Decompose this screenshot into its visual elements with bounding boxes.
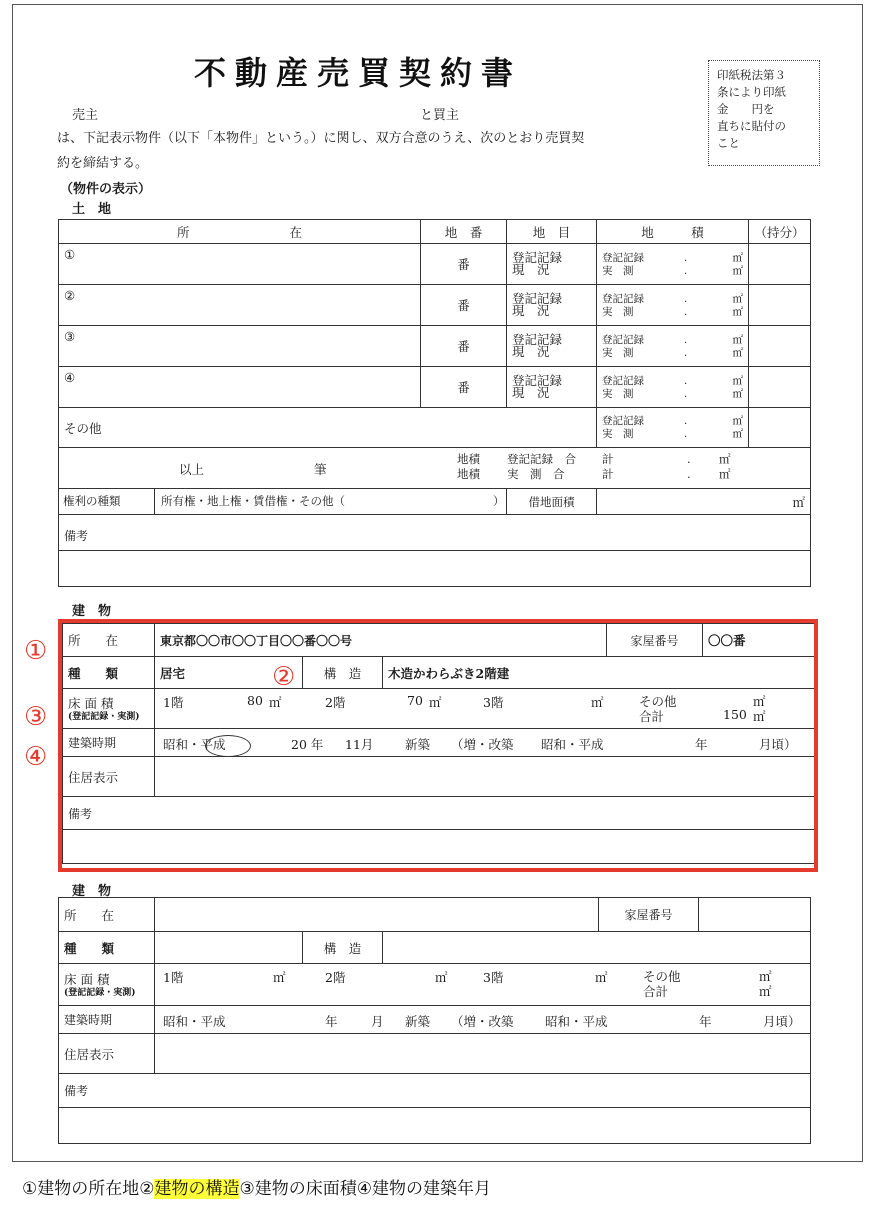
land-total-row	[59, 448, 811, 489]
land-total-dot: . .	[687, 452, 691, 481]
b2-structure-value	[383, 932, 811, 964]
caption-part-1: ①建物の所在地②	[22, 1179, 155, 1199]
b1-type-value: 居宅	[155, 657, 303, 689]
property-label: （物件の表示）	[60, 182, 152, 197]
land-header-category: 地 目	[507, 220, 597, 244]
land-other-area: 登記記録 . ㎡ 実 測 . ㎡	[602, 415, 743, 440]
b1-remarks: 備考	[63, 797, 815, 830]
land-total-sqm: ㎡ ㎡	[719, 452, 731, 481]
buyer-label: と買主	[420, 108, 460, 123]
land-row-other	[59, 408, 811, 448]
land-row	[59, 367, 811, 408]
lease-area-label: 借地面積	[507, 489, 597, 515]
stamp-line: 直ちに貼付の	[717, 119, 786, 133]
land-row-area: 登記記録 . ㎡ 実 測 . ㎡	[602, 333, 743, 359]
marker-2: ②	[272, 662, 296, 692]
land-row	[59, 244, 811, 285]
land-total-right: 計 計	[602, 452, 614, 481]
b1-location-label: 所 在	[63, 624, 155, 657]
land-row-share	[749, 326, 811, 367]
land-other-label: その他	[59, 408, 597, 448]
b1-address-value	[155, 757, 815, 797]
land-row-ban: 番	[421, 367, 507, 408]
b2-location-value	[155, 898, 599, 932]
b2-location-label: 所 在	[59, 898, 155, 932]
intro-line-2: 約を締結する。	[57, 156, 149, 171]
b1-floor-label: 床 面 積 (登記記録・実測)	[68, 696, 140, 722]
land-header-number: 地 番	[421, 220, 507, 244]
land-row-number: ①	[59, 244, 421, 285]
land-row-category: 登記記録 現 況	[512, 373, 563, 400]
intro-line-1: は、下記表示物件（以下「本物件」という。）に関し、双方合意のうえ、次のとおり売買契	[57, 131, 585, 146]
land-row-ban: 番	[421, 285, 507, 326]
b1-built-label: 建築時期	[63, 729, 155, 757]
stamp-line: こと	[717, 136, 740, 150]
b2-address-value	[155, 1034, 811, 1074]
b2-type-label: 種 類	[59, 932, 155, 964]
land-header-location: 所 在	[59, 220, 421, 244]
b2-floor-values: 1階 ㎡ 2階 ㎡ 3階 ㎡ その他 合計 ㎡ ㎡	[155, 964, 811, 1006]
b2-built-label: 建築時期	[59, 1006, 155, 1034]
b2-house-no-label: 家屋番号	[599, 898, 699, 932]
b2-structure-label: 構 造	[303, 932, 383, 964]
b2-house-no-value	[699, 898, 811, 932]
b1-type-label: 種 類	[63, 657, 155, 689]
land-row-ban: 番	[421, 326, 507, 367]
land-row-category: 登記記録 現 況	[512, 250, 563, 277]
lease-area-value: ㎡	[597, 489, 811, 515]
stamp-line: 金 円を	[717, 102, 775, 116]
land-total-labels: 地積 地積	[457, 452, 480, 481]
b2-remarks: 備考	[59, 1074, 811, 1108]
b2-address-label: 住居表示	[59, 1034, 155, 1074]
land-row-share	[749, 285, 811, 326]
b2-type-value	[155, 932, 303, 964]
land-row-share	[749, 367, 811, 408]
land-row-area: 登記記録 . ㎡ 実 測 . ㎡	[602, 251, 743, 277]
land-table	[58, 219, 811, 587]
building1-section-label: 建 物	[72, 604, 112, 619]
b1-location-value: 東京都〇〇市〇〇丁目〇〇番〇〇号	[155, 624, 607, 657]
land-row	[59, 285, 811, 326]
land-total-mid: 登記記録 合 実 測 合	[507, 452, 576, 481]
b2-floor-label: 床 面 積 (登記記録・実測)	[64, 972, 136, 998]
b1-floor-values: 1階 80 ㎡ 2階 70 ㎡ 3階 ㎡ その他 合計 ㎡ 150 ㎡	[155, 689, 815, 729]
marker-3: ③	[24, 702, 48, 732]
land-row	[59, 326, 811, 367]
land-header-share: （持分）	[749, 220, 811, 244]
caption-highlight: 建物の構造	[154, 1179, 240, 1199]
rights-close: ）	[493, 494, 505, 508]
land-total-unit: 筆	[314, 462, 327, 477]
land-remarks: 備考	[59, 515, 811, 551]
b1-structure-label: 構 造	[303, 657, 383, 689]
building2-section-label: 建 物	[72, 884, 112, 899]
building1-table	[62, 623, 815, 864]
b2-built-values: 昭和・平成 年 月 新築 （増・改築 昭和・平成 年 月頃）	[155, 1006, 811, 1034]
stamp-line: 条により印紙	[717, 85, 786, 99]
caption-part-2: ③建物の床面積④建物の建築年月	[239, 1179, 491, 1199]
building2-table	[58, 897, 811, 1144]
land-remarks-blank	[59, 551, 811, 587]
land-row-area: 登記記録 . ㎡ 実 測 . ㎡	[602, 374, 743, 400]
land-rights-row	[59, 489, 811, 515]
land-row-number: ④	[59, 367, 421, 408]
document-title: 不動産売買契約書	[194, 54, 523, 92]
caption	[22, 1174, 491, 1199]
stamp-duty-box	[708, 60, 820, 166]
land-row-area: 登記記録 . ㎡ 実 測 . ㎡	[602, 292, 743, 318]
b1-built-values: 昭和・平成 20 年 11月 新築 （増・改築 昭和・平成 年 月頃）	[155, 729, 815, 757]
land-row-category: 登記記録 現 況	[512, 332, 563, 359]
marker-1: ①	[24, 636, 48, 666]
b1-structure-value: 木造かわらぶき2階建	[383, 657, 815, 689]
land-row-number: ③	[59, 326, 421, 367]
era-circle	[205, 735, 251, 757]
rights-label: 権利の種類	[59, 489, 155, 514]
stamp-line: 印紙税法第３	[717, 68, 786, 82]
land-row-ban: 番	[421, 244, 507, 285]
rights-value: 所有権・地上権・賃借権・その他（	[161, 494, 345, 508]
land-row-number: ②	[59, 285, 421, 326]
land-row-share	[749, 244, 811, 285]
land-section-label: 土 地	[72, 202, 112, 217]
b1-house-no-label: 家屋番号	[607, 624, 703, 657]
land-row-category: 登記記録 現 況	[512, 291, 563, 318]
land-header-area: 地 積	[597, 220, 749, 244]
seller-label: 売主	[72, 108, 99, 123]
b1-house-no-value: 〇〇番	[703, 624, 815, 657]
marker-4: ④	[24, 742, 48, 772]
b1-address-label: 住居表示	[63, 757, 155, 797]
land-total-left: 以上	[179, 462, 205, 477]
land-other-share	[749, 408, 811, 448]
b2-remarks-blank	[59, 1108, 811, 1144]
b1-remarks-blank	[63, 830, 815, 864]
